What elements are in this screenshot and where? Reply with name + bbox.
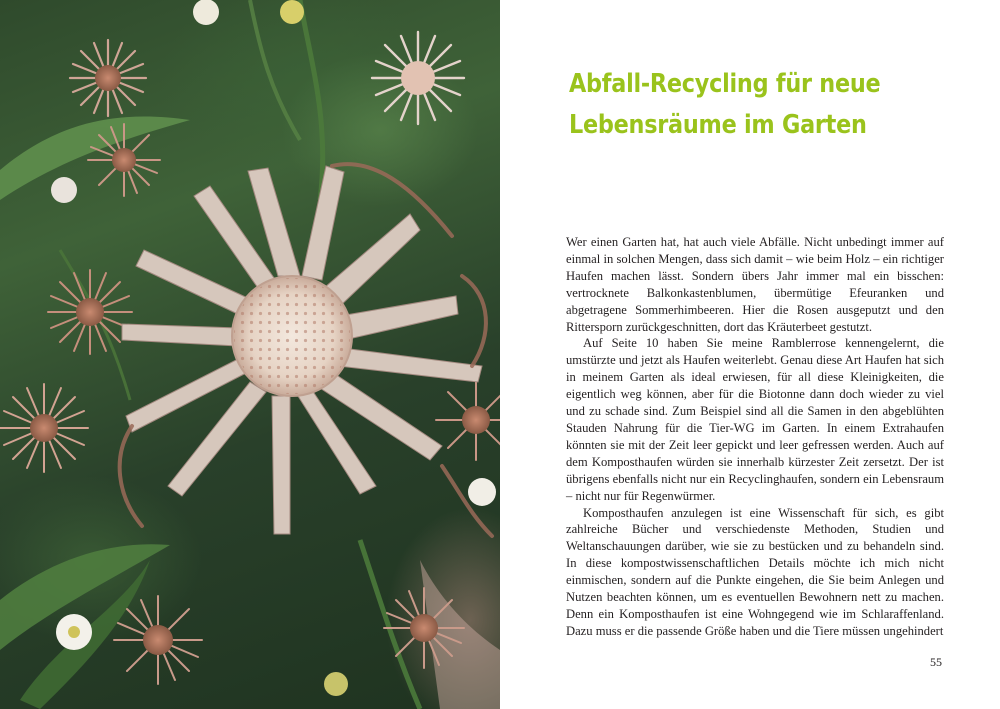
- text-page: [500, 0, 1000, 709]
- article-title: [569, 64, 913, 146]
- article-title-line-2: Lebensräume im Garten: [569, 110, 867, 140]
- article-title-line-1: Abfall-Recycling für neue: [569, 69, 881, 99]
- article-body: [566, 234, 944, 640]
- paragraph-2: Auf Seite 10 haben Sie meine Ramblerrose kennengelernt, die umstürzte und jetzt als Haufen weiterlebt. Genau diese Art Haufen hat sich in meinem Garten als ideal erwiesen, für all diese Kleinigkeiten, die eigentlich weg können, aber für die Biotonne dann doch wieder zu viel und zu schade sind. Zum Beispiel sind all die Samen in den abgeblühten Stauden Nahrung für die Tier-WG im Garten. In einem Extrahaufen könnten sie mit der Zeit leer gepickt und leer gefressen werden. Auch auf dem Komposthaufen würden sie innerhalb kürzester Zeit zersetzt. Der ist übrigens ebenfalls nicht nur ein Recyclinghaufen, sondern ein Lebensraum – nicht nur für Regenwürmer.: [566, 336, 944, 503]
- main-flower: [120, 164, 492, 536]
- page-number: 55: [930, 655, 942, 669]
- paragraph-1: Wer einen Garten hat, hat auch viele Abfälle. Nicht unbedingt immer auf einmal in solchen Mengen, dass sich damit – wie beim Holz – ein richtiger Haufen machen lässt. Sondern übers Jahr immer mal ein bisschen: vertrocknete Balkonkastenblumen, übermütige Efeuranken und abgetragene Sommerhimbeeren. Hier die Rosen ausgeputzt und den Rittersporn zurückgeschnitten, dort das Kräuterbeet gestutzt.: [566, 235, 944, 334]
- paragraph-3: Komposthaufen anzulegen ist eine Wissenschaft für sich, es gibt zahlreiche Bücher und verschiedenste Methoden, Studien und Weltanschauungen darüber, wie sie zu bestücken und zu behandeln sind. In diese kompostwissenschaftlichen Details möchte ich mich nicht einmischen, sondern auf die Punkte eingehen, die Sie beim Anlegen und Nutzen beachten können, um es eventuellen Bewohnern nett zu machen. Denn ein Komposthaufen ist eine Wohngegend wie im Schlaraffenland. Dazu muss er die passende Größe haben und die Tiere müssen ungehindert: [566, 505, 944, 638]
